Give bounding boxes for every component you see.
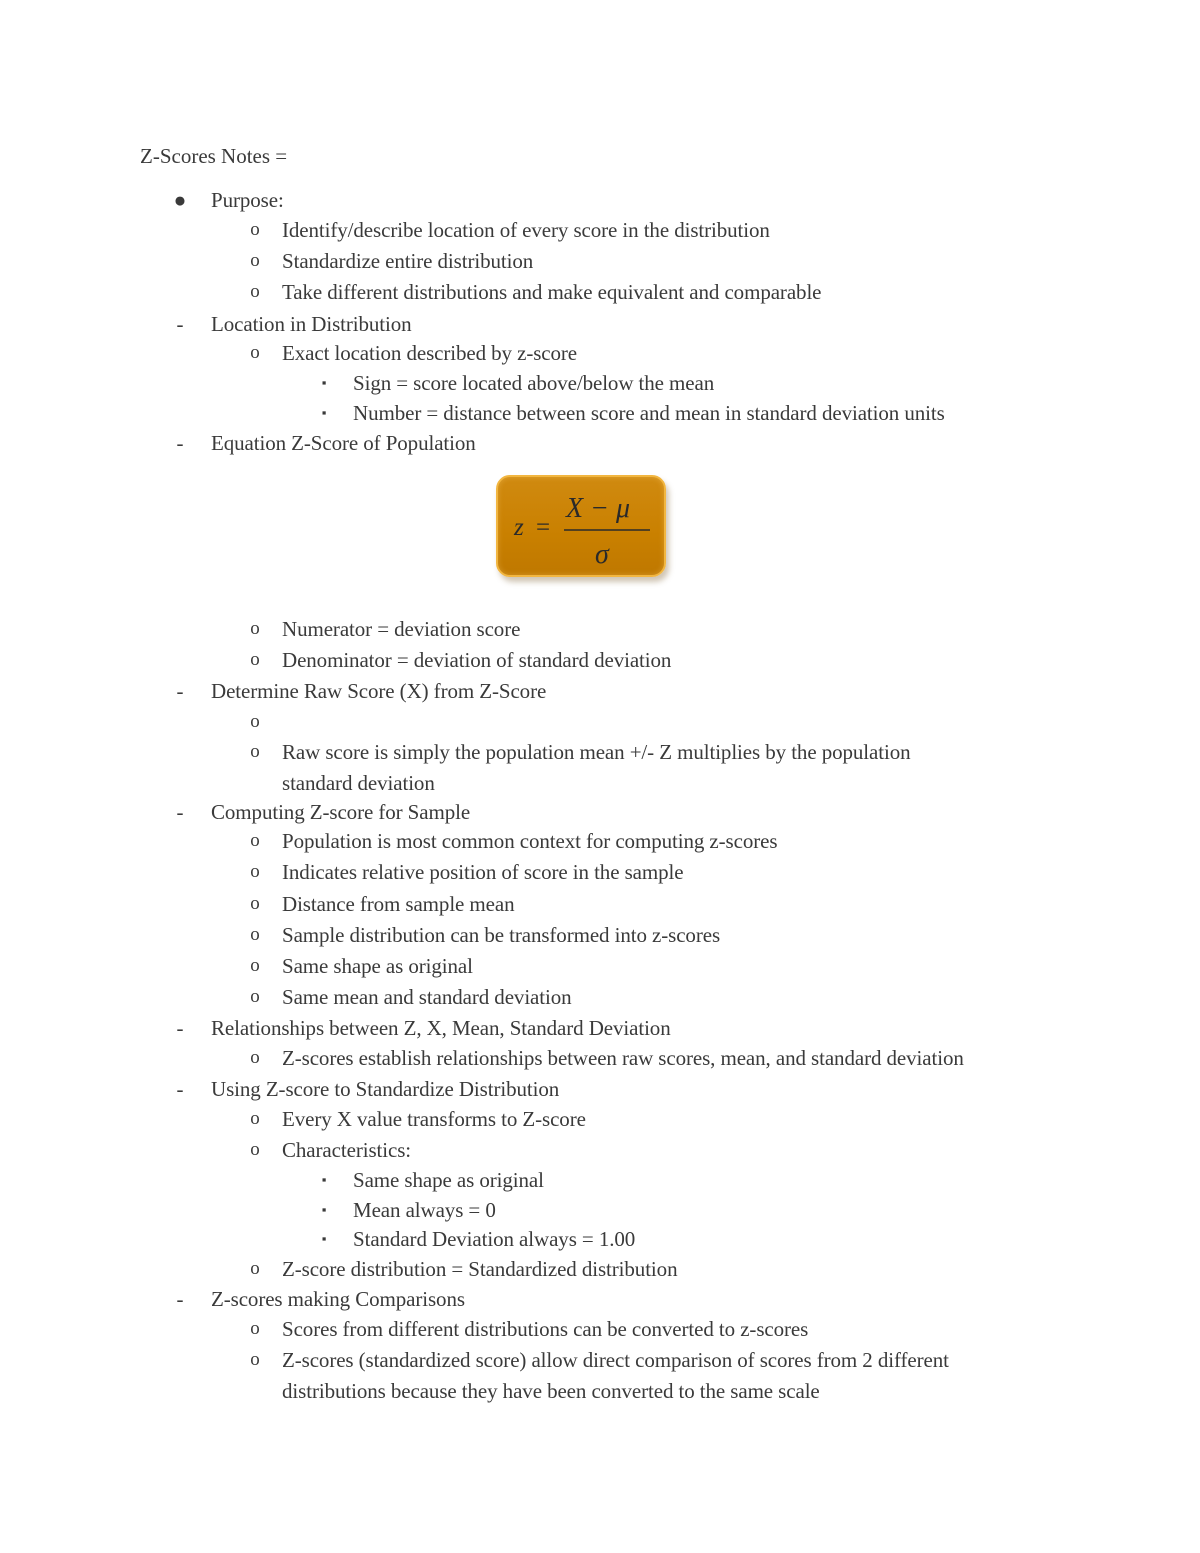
note-line-level-3: Same shape as original (353, 1168, 544, 1192)
circle-bullet-icon: o (250, 250, 260, 271)
note-line-level-1: Location in Distribution (211, 312, 412, 336)
z-score-formula-box (496, 475, 666, 577)
dash-bullet-icon: - (176, 1287, 184, 1311)
dash-bullet-icon: - (176, 431, 184, 455)
dash-bullet-icon: - (176, 1077, 184, 1101)
circle-bullet-icon: o (250, 618, 260, 639)
note-line-level-2: Take different distributions and make equivalent and comparable (282, 280, 822, 304)
circle-bullet-icon: o (250, 741, 260, 762)
note-line-level-2: Distance from sample mean (282, 892, 515, 916)
note-line-level-3: Number = distance between score and mean in standard deviation units (353, 401, 945, 425)
circle-bullet-icon: o (250, 1318, 260, 1339)
circle-bullet-icon: o (250, 830, 260, 851)
formula-numerator: X − μ (566, 493, 631, 524)
note-line-level-1: Using Z-score to Standardize Distribution (211, 1077, 560, 1101)
dash-bullet-icon: - (176, 312, 184, 336)
note-line-level-1: Z-scores making Comparisons (211, 1287, 465, 1311)
note-line-level-2: Identify/describe location of every score in the distribution (282, 218, 770, 242)
note-line-level-2: Z-score distribution = Standardized distribution (282, 1257, 678, 1281)
note-line-level-2: Exact location described by z-score (282, 341, 578, 365)
note-line-level-3: Standard Deviation always = 1.00 (353, 1227, 636, 1251)
note-line-level-2: Standardize entire distribution (282, 249, 534, 273)
note-line-level-2: Numerator = deviation score (282, 617, 521, 641)
circle-bullet-icon: o (250, 649, 260, 670)
note-line-level-2: Z-scores (standardized score) allow direct comparison of scores from 2 different (282, 1348, 949, 1372)
dash-bullet-icon: - (176, 679, 184, 703)
note-line-level-2: Sample distribution can be transformed into z-scores (282, 923, 721, 947)
circle-bullet-icon: o (250, 342, 260, 363)
page-title: Z-Scores Notes = (140, 144, 288, 168)
note-line-level-2: Population is most common context for computing z-scores (282, 829, 778, 853)
note-line-level-1: Computing Z-score for Sample (211, 800, 471, 824)
note-line-level-2: Same mean and standard deviation (282, 985, 572, 1009)
circle-bullet-icon: o (250, 1047, 260, 1068)
dash-bullet-icon: - (176, 800, 184, 824)
circle-bullet-icon: o (250, 1108, 260, 1129)
note-line-level-2: Scores from different distributions can be converted to z-scores (282, 1317, 809, 1341)
note-line-level-2: Characteristics: (282, 1138, 412, 1162)
circle-bullet-icon: o (250, 1258, 260, 1279)
circle-bullet-icon: o (250, 1139, 260, 1160)
square-bullet-icon: ▪ (321, 1231, 327, 1246)
note-line-level-1: Determine Raw Score (X) from Z-Score (211, 679, 547, 703)
note-line-level-2: Denominator = deviation of standard deviation (282, 648, 672, 672)
circle-bullet-icon: o (250, 281, 260, 302)
note-line-level-3: Sign = score located above/below the mean (353, 371, 715, 395)
circle-bullet-icon: o (250, 861, 260, 882)
note-line-level-1: Equation Z-Score of Population (211, 431, 476, 455)
disc-bullet-icon: ● (173, 188, 187, 212)
circle-bullet-icon: o (250, 955, 260, 976)
formula-z: z (514, 514, 524, 541)
note-line-level-3: Mean always = 0 (353, 1198, 496, 1222)
formula-denominator: σ (595, 539, 609, 570)
square-bullet-icon: ▪ (321, 1202, 327, 1217)
circle-bullet-icon: o (250, 1349, 260, 1370)
note-line-level-2: Same shape as original (282, 954, 473, 978)
square-bullet-icon: ▪ (321, 375, 327, 390)
square-bullet-icon: ▪ (321, 405, 327, 420)
note-line-level-2: Raw score is simply the population mean +/- Z multiplies by the population (282, 740, 911, 764)
note-line-level-2: standard deviation (282, 771, 435, 795)
note-line-level-1: Purpose: (211, 188, 284, 212)
circle-bullet-icon: o (250, 711, 260, 732)
note-line-level-2: Z-scores establish relationships between raw scores, mean, and standard deviation (282, 1046, 964, 1070)
note-line-level-2: Indicates relative position of score in the sample (282, 860, 684, 884)
circle-bullet-icon: o (250, 219, 260, 240)
z-score-formula (498, 477, 664, 575)
note-line-level-2: Every X value transforms to Z-score (282, 1107, 586, 1131)
square-bullet-icon: ▪ (321, 1172, 327, 1187)
note-line-level-2: distributions because they have been converted to the same scale (282, 1379, 820, 1403)
circle-bullet-icon: o (250, 924, 260, 945)
formula-equals: = (536, 514, 551, 541)
note-line-level-1: Relationships between Z, X, Mean, Standard Deviation (211, 1016, 671, 1040)
circle-bullet-icon: o (250, 893, 260, 914)
dash-bullet-icon: - (176, 1016, 184, 1040)
circle-bullet-icon: o (250, 986, 260, 1007)
